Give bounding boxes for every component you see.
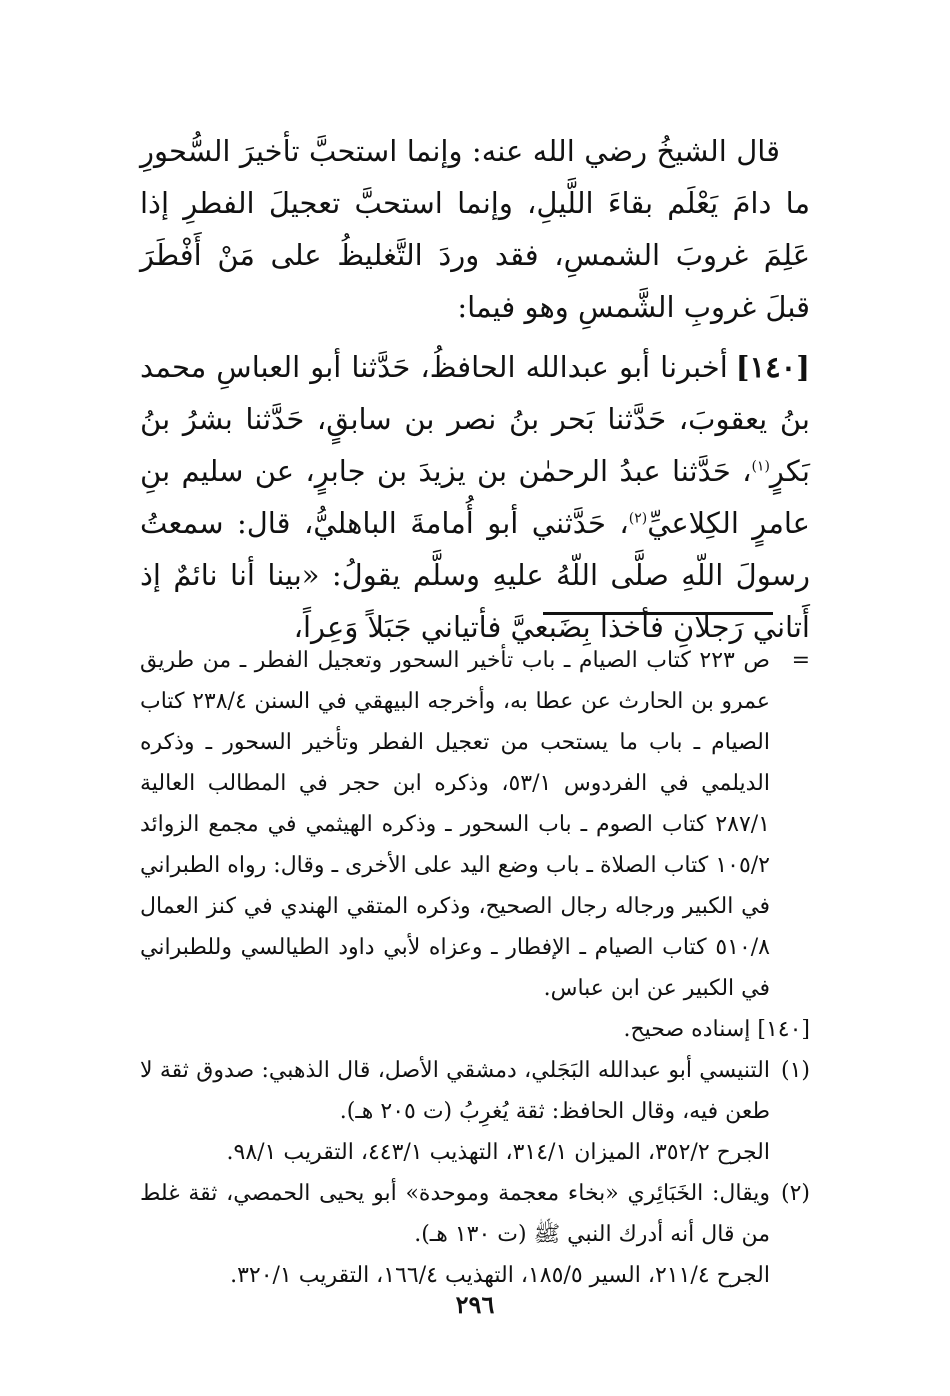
isnad-part-1: أخبرنا أبو عبدالله الحافظُ، حَدَّثنا أبو العباسِ محمد بنُ يعقوبَ، حَدَّثنا بَحر بنُ نصر بن سابقٍ، حَدَّثنا بشرُ بنُ بَكرٍ [140, 350, 810, 488]
footnote-divider [543, 612, 773, 615]
hadith-number: [١٤٠] [735, 350, 810, 384]
footnotes [140, 640, 810, 1296]
footnote-2-references: الجرح ٢١١/٤، السير ١٨٥/٥، التهذيب ١٦٦/٤، التقريب ٣٢٠/١. [230, 1263, 770, 1288]
hadith-paragraph [140, 341, 810, 653]
continuation-mark: = [791, 648, 810, 673]
footnote-1-text: التنيسي أبو عبدالله البَجَلي، دمشقي الأصل، قال الذهبي: صدوق ثقة لا طعن فيه، وقال الحافظ: ثقة يُغرِبُ (ت ٢٠٥ هـ). [140, 1058, 770, 1124]
isnad-part-3: ، حَدَّثني أبو أُمامةَ الباهليُّ، قال: سمعتُ رسولَ اللّهِ صلَّى اللّهُ عليهِ وسلَّم يقولُ: «بينا أنا نائمٌ إذ أَتاني رَجلانِ فأخذا بِضَبعيَّ فأتياني جَبَلاً وَعِراً، [140, 506, 810, 644]
page-number: ٢٩٦ [455, 1290, 495, 1319]
hadith-grade-note: [١٤٠] إسناده صحيح. [623, 1017, 810, 1042]
footnote-2-mark: (٢) [780, 1181, 810, 1206]
footnote-2-text: ويقال: الخَبَائِري «بخاء معجمة وموحدة» أبو يحيى الحمصي، ثقة غلط من قال أنه أدرك النبي ﷺ (ت ١٣٠ هـ). [140, 1181, 770, 1247]
isnad-part-2: ، حَدَّثنا عبدُ الرحمٰن بن يزيدَ بن جابرٍ، عن سليم بنِ عامرٍ الكِلاعيِّ [140, 454, 810, 540]
main-text [140, 125, 810, 661]
footnote-1 [140, 1050, 810, 1132]
footnote-continuation [140, 640, 810, 1009]
continuation-text: ص ٢٢٣ كتاب الصيام ـ باب تأخير السحور وتعجيل الفطر ـ من طريق عمرو بن الحارث عن عطا به، وأخرجه البيهقي في السنن ٢٣٨/٤ كتاب الصيام ـ باب ما يستحب من تعجيل الفطر وتأخير السحور ـ وذكره الديلمي في الفردوس ٥٣/١، وذكره ابن حجر في المطالب العالية ٢٨٧/١ كتاب الصوم ـ باب السحور ـ وذكره الهيثمي في مجمع الزوائد ١٠٥/٢ كتاب الصلاة ـ باب وضع اليد على الأخرى ـ وقال: رواه الطبراني في الكبير ورجاله رجال الصحيح، وذكره المتقي الهندي في كنز العمال ٥١٠/٨ كتاب الصيام ـ الإفطار ـ وعزاه لأبي داود الطيالسي وللطبراني في الكبير عن ابن عباس. [140, 648, 770, 1001]
footnote-1-references: الجرح ٣٥٢/٢، الميزان ٣١٤/١، التهذيب ٤٤٣/١، التقريب ٩٨/١. [226, 1140, 770, 1165]
opening-paragraph: قال الشيخُ رضي الله عنه: وإنما استحبَّ تأخيرَ السُّحورِ ما دامَ يَعْلَم بقاءَ اللَّيلِ، وإنما استحبَّ تعجيلَ الفطرِ إذا عَلِمَ غروبَ الشمسِ، فقد وردَ التَّغليظُ على مَنْ أَفْطَرَ قبلَ غروبِ الشَّمسِ وهو فيما: [140, 134, 810, 324]
footnote-ref-1: (١) [751, 458, 770, 475]
footnote-2 [140, 1173, 810, 1255]
footnote-1-mark: (١) [780, 1058, 810, 1083]
footnote-ref-2: (٢) [628, 510, 648, 527]
